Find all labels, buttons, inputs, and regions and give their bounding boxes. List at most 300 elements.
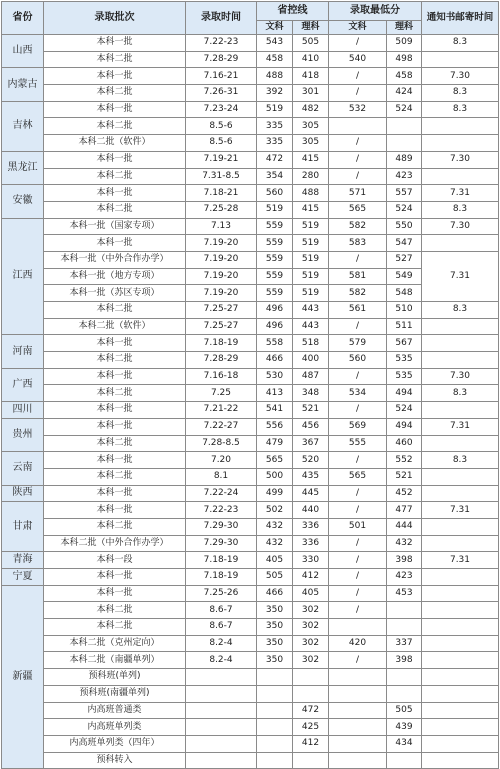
admission-time-cell: 8.1 [186,468,257,485]
min-science-cell: 535 [387,352,422,369]
admission-time-cell: 7.18-19 [186,335,257,352]
batch-cell: 本科一批（国家专项） [44,218,186,235]
min-science-cell: 527 [387,251,422,268]
min-arts-cell [329,752,387,769]
min-arts-cell: / [329,151,387,168]
min-arts-cell: / [329,318,387,335]
notice-time-cell: 8.3 [422,201,499,218]
admission-time-cell: 7.23-24 [186,101,257,118]
admission-time-cell: 7.18-19 [186,552,257,569]
control-arts-cell: 466 [257,352,293,369]
notice-time-cell [422,51,499,68]
control-science-cell: 348 [293,385,329,402]
province-cell: 青海 [2,552,44,569]
min-science-cell [387,619,422,636]
batch-cell: 本科二批（克州定向） [44,635,186,652]
province-cell: 新疆 [2,585,44,769]
batch-cell: 本科二批（软件） [44,135,186,152]
admission-time-cell: 7.22-23 [186,502,257,519]
control-science-cell: 487 [293,368,329,385]
notice-time-cell [422,619,499,636]
control-science-cell: 336 [293,535,329,552]
table-body [2,2,499,769]
min-arts-cell: 579 [329,335,387,352]
control-arts-cell: 559 [257,268,293,285]
province-cell: 宁夏 [2,569,44,586]
admission-time-cell: 7.22-27 [186,418,257,435]
control-arts-cell [257,719,293,736]
table-row [2,585,499,602]
province-cell: 江西 [2,218,44,335]
min-arts-cell: / [329,35,387,52]
control-science-cell: 305 [293,135,329,152]
batch-cell: 预科转入 [44,752,186,769]
control-science-cell: 519 [293,218,329,235]
control-science-cell: 456 [293,418,329,435]
admission-time-cell: 7.19-20 [186,235,257,252]
control-science-cell: 410 [293,51,329,68]
control-science-cell [293,752,329,769]
batch-cell: 本科一批 [44,368,186,385]
min-arts-cell [329,669,387,686]
control-arts-cell: 502 [257,502,293,519]
admission-time-cell: 7.16-18 [186,368,257,385]
control-arts-cell: 559 [257,235,293,252]
min-arts-cell: 582 [329,218,387,235]
min-arts-cell [329,719,387,736]
batch-header: 录取批次 [44,2,186,35]
notice-time-cell [422,335,499,352]
min-arts-cell: 532 [329,101,387,118]
min-arts-cell [329,118,387,135]
control-arts-cell: 496 [257,302,293,319]
control-arts-cell [257,669,293,686]
min-science-cell: 337 [387,635,422,652]
min-science-cell: 398 [387,652,422,669]
min-arts-cell: / [329,552,387,569]
control-arts-cell: 500 [257,468,293,485]
control-science-cell: 336 [293,518,329,535]
batch-cell: 本科一批（地方专项） [44,268,186,285]
admission-time-cell: 7.31-8.5 [186,168,257,185]
admission-time-cell: 7.22-23 [186,35,257,52]
notice-time-cell [422,702,499,719]
batch-cell: 本科一批 [44,151,186,168]
batch-cell: 本科二批（中外合作办学） [44,535,186,552]
control-arts-cell: 559 [257,218,293,235]
batch-cell: 本科二批 [44,352,186,369]
table-row [2,118,499,135]
control-science-cell: 415 [293,201,329,218]
min-science-cell [387,685,422,702]
province-cell: 贵州 [2,418,44,451]
min-science-cell: 509 [387,35,422,52]
admission-time-cell: 8.6-7 [186,602,257,619]
control-arts-cell: 354 [257,168,293,185]
table-row [2,552,499,569]
min-arts-cell: / [329,251,387,268]
notice-time-cell [422,352,499,369]
notice-time-cell: 7.30 [422,151,499,168]
min-arts-cell: 561 [329,302,387,319]
table-row [2,235,499,252]
batch-cell: 本科二批 [44,302,186,319]
control-arts-cell: 432 [257,518,293,535]
min-science-cell: 489 [387,151,422,168]
notice-time-cell [422,135,499,152]
table-row [2,201,499,218]
control-science-cell: 435 [293,468,329,485]
control-science-cell: 280 [293,168,329,185]
batch-cell: 本科二批 [44,51,186,68]
min-science-cell: 458 [387,68,422,85]
min-arts-cell: / [329,585,387,602]
admission-time-cell: 7.25-28 [186,201,257,218]
notice-time-cell [422,652,499,669]
province-cell: 甘肃 [2,502,44,552]
min-science-cell: 552 [387,452,422,469]
batch-cell: 本科二批 [44,201,186,218]
batch-cell: 本科一批 [44,585,186,602]
table-row [2,68,499,85]
table-row [2,719,499,736]
notice-time-cell: 8.3 [422,385,499,402]
admission-time-cell: 7.13 [186,218,257,235]
control-arts-cell: 335 [257,118,293,135]
batch-cell: 本科一批（中外合作办学） [44,251,186,268]
min-science-cell: 432 [387,535,422,552]
table-row [2,385,499,402]
control-arts-header: 文科 [257,21,293,35]
batch-cell: 本科一批 [44,485,186,502]
batch-cell: 内高班普通类 [44,702,186,719]
admission-time-cell: 8.2-4 [186,635,257,652]
control-science-cell: 302 [293,652,329,669]
control-science-cell: 400 [293,352,329,369]
min-science-cell: 444 [387,518,422,535]
min-science-cell: 494 [387,418,422,435]
control-arts-cell: 432 [257,535,293,552]
admission-time-cell: 7.29-30 [186,518,257,535]
control-arts-cell: 466 [257,585,293,602]
table-row [2,51,499,68]
batch-cell: 内高班单列类 [44,719,186,736]
min-science-cell: 524 [387,101,422,118]
batch-cell: 本科一批（苏区专项） [44,285,186,302]
admission-time-cell: 8.2-4 [186,652,257,669]
min-science-cell: 439 [387,719,422,736]
min-science-cell: 524 [387,201,422,218]
province-cell: 黑龙江 [2,151,44,184]
control-arts-cell: 350 [257,635,293,652]
notice-time-cell [422,435,499,452]
min-science-cell: 550 [387,218,422,235]
control-arts-cell: 565 [257,452,293,469]
province-cell: 陕西 [2,485,44,502]
notice-time-cell [422,235,499,252]
min-score-header: 录取最低分 [329,2,422,21]
admission-time-cell: 8.5-6 [186,135,257,152]
control-science-cell: 443 [293,302,329,319]
control-science-cell [293,685,329,702]
batch-cell: 本科一批 [44,68,186,85]
table-row [2,518,499,535]
notice-time-cell [422,635,499,652]
admission-time-cell: 7.28-8.5 [186,435,257,452]
notice-time-cell [422,569,499,586]
control-science-cell: 519 [293,285,329,302]
table-row [2,435,499,452]
table-row [2,602,499,619]
control-science-cell: 518 [293,335,329,352]
min-science-cell: 547 [387,235,422,252]
min-arts-cell [329,735,387,752]
admission-time-cell: 7.19-20 [186,251,257,268]
table-row [2,101,499,118]
admission-time-cell [186,719,257,736]
min-science-cell: 477 [387,502,422,519]
min-arts-cell: / [329,452,387,469]
table-row [2,251,499,268]
table-row [2,468,499,485]
notice-time-cell: 8.3 [422,101,499,118]
control-arts-cell [257,685,293,702]
control-science-cell: 418 [293,68,329,85]
table-row [2,669,499,686]
min-science-cell: 452 [387,485,422,502]
admission-time-cell: 8.5-6 [186,118,257,135]
min-science-cell [387,135,422,152]
min-science-cell [387,669,422,686]
table-row [2,652,499,669]
control-line-header: 省控线 [257,2,329,21]
control-arts-cell: 559 [257,285,293,302]
control-science-header: 理科 [293,21,329,35]
admission-time-cell: 7.20 [186,452,257,469]
min-arts-cell: 571 [329,185,387,202]
batch-cell: 本科一批 [44,502,186,519]
batch-cell: 本科一批 [44,235,186,252]
table-row [2,352,499,369]
batch-cell: 内高班单列类（四年） [44,735,186,752]
table-row [2,318,499,335]
admission-time-cell [186,685,257,702]
batch-cell: 本科一批 [44,569,186,586]
control-science-cell: 521 [293,402,329,419]
admission-time-cell [186,752,257,769]
min-arts-cell: / [329,168,387,185]
batch-cell: 本科一批 [44,185,186,202]
control-arts-cell: 350 [257,652,293,669]
province-cell: 山西 [2,35,44,68]
min-science-cell [387,752,422,769]
control-science-cell: 302 [293,635,329,652]
min-arts-cell: / [329,569,387,586]
notice-time-cell [422,318,499,335]
control-arts-cell: 505 [257,569,293,586]
notice-time-cell: 7.31 [422,502,499,519]
batch-cell: 本科一批 [44,335,186,352]
control-science-cell: 505 [293,35,329,52]
min-arts-cell: / [329,485,387,502]
notice-time-header: 通知书邮寄时间 [422,2,499,35]
control-science-cell: 519 [293,235,329,252]
batch-cell: 本科二批 [44,435,186,452]
min-science-header: 理科 [387,21,422,35]
admission-time-cell: 7.25-27 [186,302,257,319]
min-arts-cell: / [329,652,387,669]
control-arts-cell: 556 [257,418,293,435]
batch-cell: 本科二批（软件） [44,318,186,335]
admission-time-cell [186,735,257,752]
admission-time-cell: 7.22-24 [186,485,257,502]
batch-cell: 本科二批 [44,385,186,402]
min-science-cell: 453 [387,585,422,602]
admission-time-cell: 7.19-20 [186,285,257,302]
min-science-cell: 511 [387,318,422,335]
min-science-cell: 521 [387,468,422,485]
admission-time-cell: 7.19-20 [186,268,257,285]
min-arts-cell: 569 [329,418,387,435]
control-science-cell: 445 [293,485,329,502]
control-arts-cell: 405 [257,552,293,569]
admission-time-cell: 7.21-22 [186,402,257,419]
control-science-cell: 367 [293,435,329,452]
min-arts-cell: 560 [329,352,387,369]
province-cell: 安徽 [2,185,44,218]
min-arts-cell: / [329,535,387,552]
notice-time-cell: 7.31 [422,185,499,202]
notice-time-cell [422,118,499,135]
min-science-cell: 498 [387,51,422,68]
control-science-cell: 301 [293,85,329,102]
batch-cell: 本科一批 [44,418,186,435]
control-arts-cell: 472 [257,151,293,168]
batch-cell: 本科二批 [44,619,186,636]
control-science-cell [293,669,329,686]
batch-cell: 本科二批 [44,602,186,619]
min-science-cell [387,118,422,135]
table-row [2,218,499,235]
control-science-cell: 302 [293,602,329,619]
notice-time-cell [422,468,499,485]
min-arts-cell: / [329,85,387,102]
table-row [2,619,499,636]
batch-cell: 本科二批 [44,468,186,485]
control-arts-cell [257,735,293,752]
admission-time-cell: 7.25-27 [186,318,257,335]
control-arts-cell: 499 [257,485,293,502]
min-science-cell: 535 [387,368,422,385]
table-row [2,302,499,319]
table-row [2,535,499,552]
province-cell: 内蒙古 [2,68,44,101]
notice-time-cell [422,518,499,535]
admission-time-cell [186,669,257,686]
min-science-cell: 494 [387,385,422,402]
control-arts-cell: 560 [257,185,293,202]
control-arts-cell: 558 [257,335,293,352]
control-science-cell: 412 [293,735,329,752]
control-science-cell: 425 [293,719,329,736]
min-arts-cell [329,702,387,719]
control-science-cell: 405 [293,585,329,602]
notice-time-cell [422,168,499,185]
control-science-cell: 520 [293,452,329,469]
admission-time-cell: 8.6-7 [186,619,257,636]
province-cell: 四川 [2,402,44,419]
notice-time-cell: 7.30 [422,68,499,85]
table-row [2,85,499,102]
control-arts-cell: 496 [257,318,293,335]
min-arts-cell [329,619,387,636]
table-row [2,485,499,502]
admission-time-cell: 7.25 [186,385,257,402]
province-cell: 云南 [2,452,44,485]
batch-cell: 本科一批 [44,101,186,118]
notice-time-cell [422,719,499,736]
batch-cell: 本科一批 [44,452,186,469]
table-row [2,502,499,519]
min-science-cell: 524 [387,402,422,419]
notice-time-cell [422,685,499,702]
batch-cell: 本科一批 [44,402,186,419]
min-arts-cell: 420 [329,635,387,652]
admission-time-cell: 7.18-21 [186,185,257,202]
control-science-cell: 519 [293,268,329,285]
notice-time-cell: 8.3 [422,302,499,319]
min-science-cell: 460 [387,435,422,452]
notice-time-cell [422,735,499,752]
notice-time-cell: 7.31 [422,251,499,301]
min-arts-cell: / [329,502,387,519]
min-science-cell: 505 [387,702,422,719]
min-science-cell: 423 [387,569,422,586]
min-science-cell: 510 [387,302,422,319]
table-row [2,135,499,152]
control-science-cell: 440 [293,502,329,519]
admission-table [1,1,499,769]
control-science-cell: 415 [293,151,329,168]
admission-time-cell: 7.28-29 [186,352,257,369]
province-cell: 吉林 [2,101,44,151]
table-row [2,635,499,652]
control-arts-cell: 541 [257,402,293,419]
admission-time-cell: 7.16-21 [186,68,257,85]
min-arts-cell: 534 [329,385,387,402]
notice-time-cell [422,752,499,769]
admission-time-cell: 7.18-19 [186,569,257,586]
header-row [2,2,499,21]
control-science-cell: 482 [293,101,329,118]
notice-time-cell: 8.3 [422,452,499,469]
notice-time-cell [422,602,499,619]
admission-time-cell: 7.25-26 [186,585,257,602]
control-arts-cell: 543 [257,35,293,52]
min-arts-cell: 565 [329,201,387,218]
admission-time-cell [186,702,257,719]
min-science-cell: 424 [387,85,422,102]
min-science-cell: 434 [387,735,422,752]
table-row [2,168,499,185]
control-arts-cell: 458 [257,51,293,68]
min-arts-cell: 555 [329,435,387,452]
min-arts-cell [329,685,387,702]
min-arts-cell: 501 [329,518,387,535]
control-arts-cell [257,752,293,769]
table-row [2,569,499,586]
batch-cell: 预科班(单列) [44,669,186,686]
